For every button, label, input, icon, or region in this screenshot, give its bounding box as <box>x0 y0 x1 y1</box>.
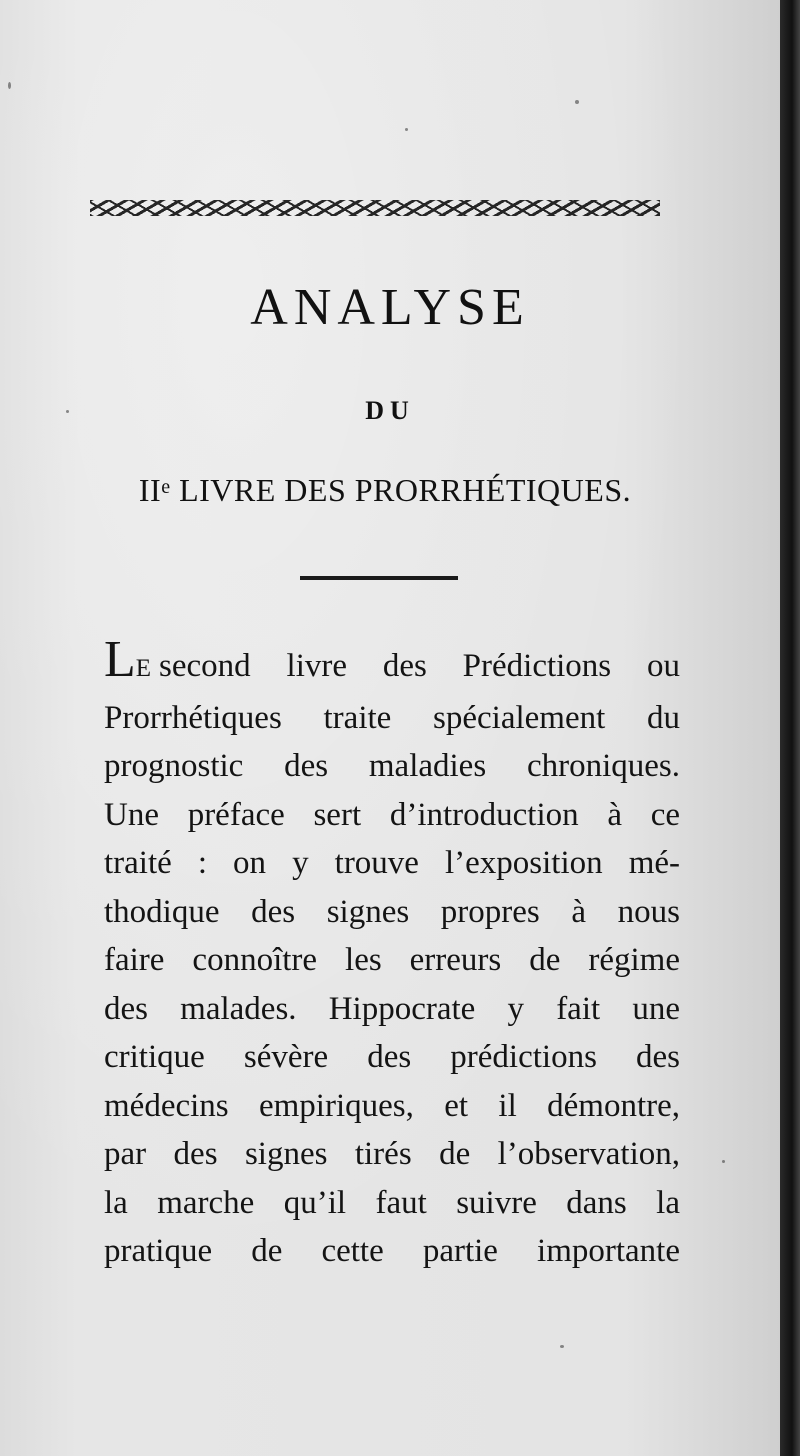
subtitle-superscript: e <box>161 476 171 498</box>
text-line: faire connoître les erreurs de régime <box>104 942 680 978</box>
text-line: la marche qu’il faut suivre dans la <box>104 1184 680 1221</box>
text-line: médecins empiriques, et il démontre, <box>104 1087 680 1124</box>
text-line <box>104 631 680 694</box>
text-line: Prorrhétiques traite spécialement du <box>104 699 680 736</box>
text-line-content: second livre des Prédictions ou <box>159 648 680 684</box>
title-connector: DU <box>365 396 415 425</box>
text-line: thodique des signes propres à nous <box>104 893 680 930</box>
text-line: critique sévère des prédictions des <box>104 1039 680 1075</box>
paper-speck <box>575 100 579 104</box>
paper-speck <box>66 410 69 413</box>
decorative-ornament-rule <box>90 200 660 216</box>
text-line: Une préface sert d’introduction à ce <box>104 796 680 833</box>
text-line: prognostic des maladies chroniques. <box>104 748 680 784</box>
page-subtitle <box>90 472 680 509</box>
drop-cap-continuation: E <box>135 655 152 682</box>
paper-speck <box>722 1160 725 1163</box>
subtitle-numeral: II <box>138 472 162 508</box>
text-line: traité : on y trouve l’exposition mé- <box>104 845 680 881</box>
body-paragraph <box>104 631 680 1276</box>
paper-speck <box>8 82 11 89</box>
drop-cap: L <box>104 631 136 688</box>
paper-speck <box>560 1345 564 1348</box>
section-divider <box>300 576 458 580</box>
subtitle-text: LIVRE DES PRORRHÉTIQUES. <box>170 472 632 508</box>
text-line: pratique de cette partie importante <box>104 1233 680 1269</box>
page-title: ANALYSE <box>250 279 530 336</box>
text-line: des malades. Hippocrate y fait une <box>104 990 680 1027</box>
page-edge-shadow <box>780 0 800 1456</box>
paper-speck <box>405 128 408 131</box>
text-line: par des signes tirés de l’observation, <box>104 1136 680 1172</box>
